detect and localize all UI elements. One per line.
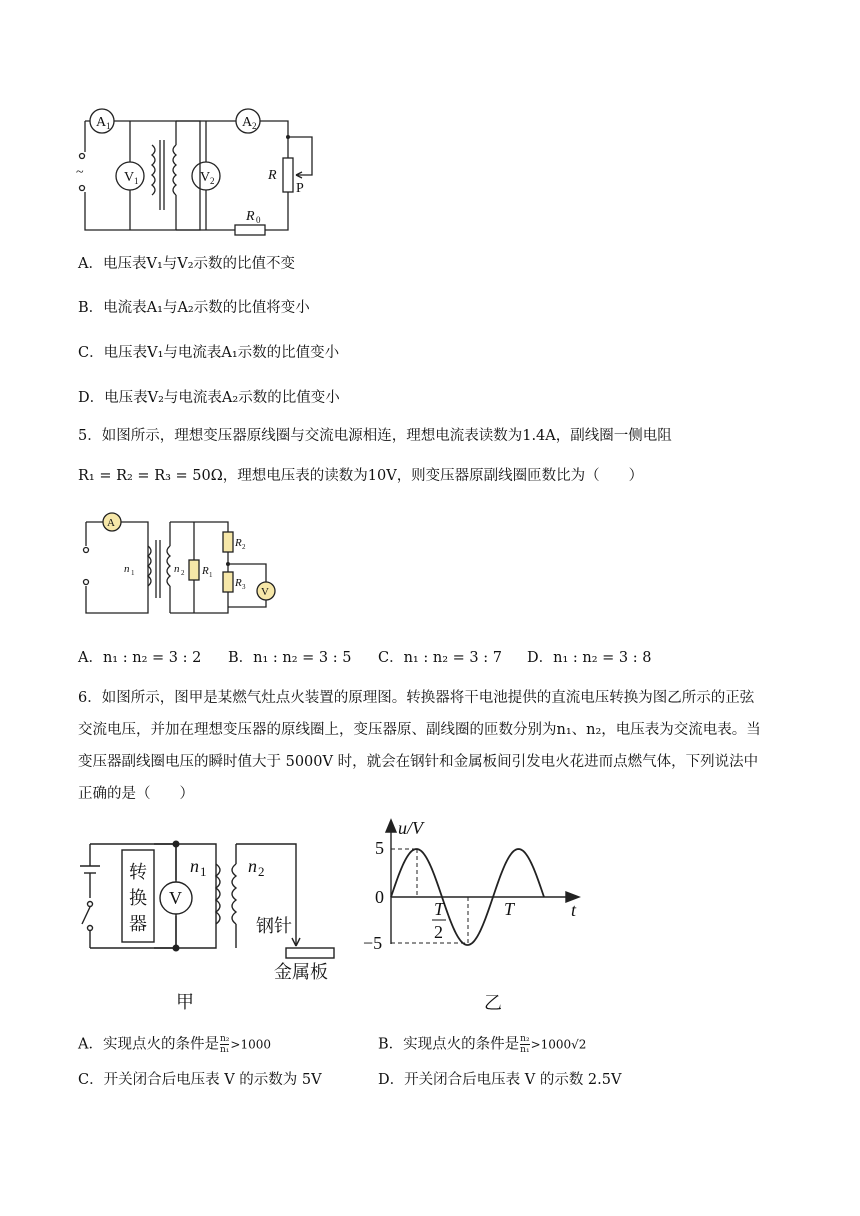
q5-circuit-diagram (76, 508, 296, 620)
q5-stem-line1: 5．如图所示，理想变压器原线圈与交流电源相连，理想电流表读数为1.4A，副线圈一侧电阻 (78, 428, 672, 444)
q4-circuit-diagram (70, 100, 340, 240)
q6-stem-line3: 变压器副线圈电压的瞬时值大于 5000V 时，就会在钢针和金属板间引发电火花进而点燃气体，下列说法中 (78, 754, 759, 770)
ac-source-symbol: ~ (76, 165, 84, 180)
q5-option-b[interactable]: B．n₁ : n₂ = 3 : 5 (228, 650, 352, 666)
v2-label: V (200, 170, 211, 185)
q5-option-c[interactable]: C．n₁ : n₂ = 3 : 7 (378, 650, 502, 666)
v1-label: V (124, 170, 135, 185)
ammeter-label: A (107, 517, 115, 529)
q5-stem-line2: R₁ = R₂ = R₃ = 50Ω，理想电压表的读数为10V，则变压器原副线圈匝数比为（ ） (78, 468, 644, 484)
a2-label: A (242, 115, 253, 130)
x-axis-label: t (571, 900, 577, 920)
y-tick-pos: 5 (375, 838, 384, 858)
q6-option-a-text: A．实现点火的条件是 (78, 1036, 219, 1053)
q4-option-c[interactable]: C．电压表V₁与电流表A₁示数的比值变小 (78, 345, 340, 361)
x-tick-half-period-num: T (434, 899, 445, 919)
r2-label: R (235, 537, 242, 549)
voltmeter-label: V (169, 888, 182, 908)
q6-fig-jia-circuit (76, 828, 346, 1018)
svg-text:1: 1 (134, 176, 139, 186)
r0-label: R (246, 209, 255, 224)
a1-label: A (96, 115, 107, 130)
y-axis-arrow (386, 820, 396, 832)
q6-fig-yi-waveform (360, 814, 600, 1020)
q6-stem-line2: 交流电压，并加在理想变压器的原线圈上，变压器原、副线圈的匝数分别为n₁、n₂，电压表为交流电表。当 (78, 722, 761, 738)
q5-option-a[interactable]: A．n₁ : n₂ = 3 : 2 (78, 650, 202, 666)
svg-text:2: 2 (258, 864, 265, 879)
q6-stem-line1: 6．如图所示，图甲是某燃气灶点火装置的原理图。转换器将干电池提供的直流电压转换为图乙所示的正弦 (78, 690, 755, 706)
svg-text:2: 2 (252, 121, 257, 131)
q6-option-b[interactable]: B．实现点火的条件是 $\frac{\text{n₂}}{\text{n₁}}$ >1000√2 (378, 1034, 587, 1055)
y-tick-neg: −5 (363, 933, 383, 953)
svg-text:3: 3 (242, 583, 246, 591)
q4-option-b[interactable]: B．电流表A₁与A₂示数的比值将变小 (78, 300, 310, 316)
svg-text:1: 1 (106, 121, 111, 131)
q6-option-a-fraction: $\frac{\text{n₂}}{\text{n₁}}$ (219, 1034, 230, 1055)
converter-char-1: 转 (129, 862, 147, 882)
needle-label: 钢针 (256, 916, 292, 936)
q6-option-b-fraction: $\frac{\text{n₂}}{\text{n₁}}$ (520, 1034, 530, 1055)
n1-label: n (190, 856, 199, 876)
n2-label: n (248, 856, 257, 876)
svg-text:2: 2 (181, 569, 185, 577)
svg-text:1: 1 (200, 864, 207, 879)
svg-text:2: 2 (210, 176, 215, 186)
fig-yi-caption: 乙 (484, 993, 502, 1013)
n2-label: n (174, 563, 180, 575)
y-axis-label: u/V (398, 818, 423, 838)
q5-option-d[interactable]: D．n₁ : n₂ = 3 : 8 (527, 650, 652, 666)
r1-label: R (202, 565, 209, 577)
q6-option-b-text: B．实现点火的条件是 (378, 1036, 520, 1053)
plate-label: 金属板 (274, 962, 328, 982)
n1-label: n (124, 563, 130, 575)
y-tick-zero: 0 (375, 887, 384, 907)
voltmeter-label: V (261, 586, 269, 598)
x-tick-half-period-den: 2 (434, 922, 443, 942)
q4-option-a[interactable]: A．电压表V₁与V₂示数的比值不变 (78, 256, 296, 272)
q6-option-c[interactable]: C．开关闭合后电压表 V 的示数为 5V (78, 1072, 322, 1088)
svg-text:0: 0 (256, 215, 261, 225)
r3-label: R (235, 577, 242, 589)
x-tick-period: T (504, 899, 515, 919)
svg-text:1: 1 (131, 569, 135, 577)
p-label: P (296, 181, 304, 196)
q4-option-d[interactable]: D．电压表V₂与电流表A₂示数的比值变小 (78, 390, 340, 406)
svg-text:2: 2 (242, 543, 246, 551)
r-label: R (268, 168, 277, 183)
q6-option-d[interactable]: D．开关闭合后电压表 V 的示数 2.5V (378, 1072, 622, 1088)
svg-text:1: 1 (209, 571, 213, 579)
fig-jia-caption: 甲 (176, 992, 194, 1012)
converter-char-3: 器 (129, 914, 147, 934)
q6-option-a[interactable]: A．实现点火的条件是 $\frac{\text{n₂}}{\text{n₁}}$ >1000 (78, 1034, 271, 1055)
converter-char-2: 换 (129, 888, 147, 908)
q6-stem-line4: 正确的是（ ） (78, 786, 194, 802)
